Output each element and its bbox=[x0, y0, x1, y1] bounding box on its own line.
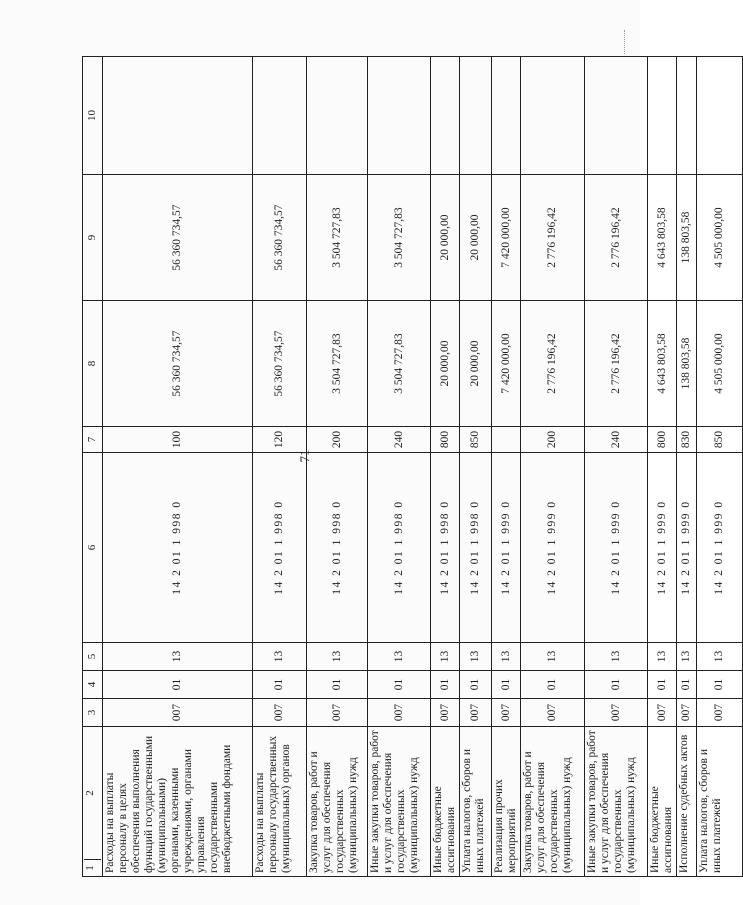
row-expense-type-cell: 120 bbox=[253, 427, 307, 453]
row-code-cell: 007 bbox=[677, 699, 697, 727]
row-amount-cell: 4 505 000,00 bbox=[697, 175, 743, 301]
row-empty-cell bbox=[648, 57, 677, 175]
row-expense-type-cell: 200 bbox=[307, 427, 368, 453]
header-cell: 8 bbox=[83, 301, 103, 427]
row-code-cell: 007 bbox=[585, 699, 648, 727]
row-subsection-cell: 13 bbox=[368, 643, 431, 671]
table-row bbox=[431, 57, 460, 877]
row-name-cell: Уплата налогов, сборов и иных платежей bbox=[460, 727, 492, 877]
row-name-cell: Иные бюджетные ассигнования bbox=[648, 727, 677, 877]
row-amount-cell: 2 776 196,42 bbox=[585, 301, 648, 427]
row-name-cell: Расходы на выплаты персоналу в целях обеспечения выполнения функций государственными (муниципальными) органами, казенными учреждениями, органами управления государственными внебюджетными фондами bbox=[103, 727, 253, 877]
row-amount-cell: 3 504 727,83 bbox=[307, 301, 368, 427]
row-section-cell: 01 bbox=[677, 671, 697, 699]
row-empty-cell bbox=[492, 57, 521, 175]
row-subsection-cell: 13 bbox=[103, 643, 253, 671]
row-subsection-cell: 13 bbox=[307, 643, 368, 671]
row-target-article-cell: 14 2 01 1 998 0 bbox=[460, 453, 492, 643]
row-name-cell: Закупка товаров, работ и услуг для обеспечения государственных (муниципальных) нужд bbox=[307, 727, 368, 877]
scan-mark bbox=[624, 30, 629, 54]
row-amount-cell: 56 360 734,57 bbox=[253, 301, 307, 427]
table-row bbox=[697, 57, 743, 877]
row-amount-cell: 20 000,00 bbox=[460, 175, 492, 301]
row-code-cell: 007 bbox=[460, 699, 492, 727]
row-expense-type-cell bbox=[492, 427, 521, 453]
row-subsection-cell: 13 bbox=[521, 643, 585, 671]
row-target-article-cell: 14 2 01 1 999 0 bbox=[648, 453, 677, 643]
row-name-cell: Уплата налогов, сборов и иных платежей bbox=[697, 727, 743, 877]
row-subsection-cell: 13 bbox=[253, 643, 307, 671]
table-body bbox=[83, 57, 743, 877]
row-code-cell: 007 bbox=[307, 699, 368, 727]
header-cell: 4 bbox=[83, 671, 103, 699]
header-cell: 1 bbox=[84, 859, 101, 876]
row-section-cell: 01 bbox=[368, 671, 431, 699]
row-expense-type-cell: 100 bbox=[103, 427, 253, 453]
row-amount-cell: 4 643 803,58 bbox=[648, 175, 677, 301]
row-amount-cell: 2 776 196,42 bbox=[585, 175, 648, 301]
row-subsection-cell: 13 bbox=[697, 643, 743, 671]
header-cell: 10 bbox=[83, 57, 103, 175]
row-amount-cell: 7 420 000,00 bbox=[492, 301, 521, 427]
row-amount-cell: 138 803,58 bbox=[677, 301, 697, 427]
row-code-cell: 007 bbox=[103, 699, 253, 727]
row-empty-cell bbox=[103, 57, 253, 175]
table-row bbox=[460, 57, 492, 877]
table-row bbox=[585, 57, 648, 877]
row-expense-type-cell: 240 bbox=[585, 427, 648, 453]
row-empty-cell bbox=[368, 57, 431, 175]
row-amount-cell: 3 504 727,83 bbox=[307, 175, 368, 301]
row-subsection-cell: 13 bbox=[585, 643, 648, 671]
row-target-article-cell: 14 2 01 1 998 0 bbox=[253, 453, 307, 643]
row-amount-cell: 4 643 803,58 bbox=[648, 301, 677, 427]
row-amount-cell: 2 776 196,42 bbox=[521, 301, 585, 427]
row-code-cell: 007 bbox=[648, 699, 677, 727]
row-section-cell: 01 bbox=[431, 671, 460, 699]
row-section-cell: 01 bbox=[460, 671, 492, 699]
row-code-cell: 007 bbox=[492, 699, 521, 727]
row-name-cell: Расходы на выплаты персоналу государственных (муниципальных) органов bbox=[253, 727, 307, 877]
row-amount-cell: 7 420 000,00 bbox=[492, 175, 521, 301]
row-target-article-cell: 14 2 01 1 999 0 bbox=[677, 453, 697, 643]
row-empty-cell bbox=[521, 57, 585, 175]
row-expense-type-cell: 830 bbox=[677, 427, 697, 453]
row-code-cell: 007 bbox=[521, 699, 585, 727]
row-code-cell: 007 bbox=[253, 699, 307, 727]
row-amount-cell: 2 776 196,42 bbox=[521, 175, 585, 301]
row-section-cell: 01 bbox=[585, 671, 648, 699]
row-name-cell: Реализация прочих мероприятий bbox=[492, 727, 521, 877]
row-subsection-cell: 13 bbox=[677, 643, 697, 671]
header-cell: 9 bbox=[83, 175, 103, 301]
budget-table bbox=[82, 56, 743, 877]
row-amount-cell: 3 504 727,83 bbox=[368, 301, 431, 427]
row-target-article-cell: 14 2 01 1 999 0 bbox=[492, 453, 521, 643]
row-amount-cell: 20 000,00 bbox=[431, 175, 460, 301]
header-cell: 3 bbox=[83, 699, 103, 727]
row-subsection-cell: 13 bbox=[460, 643, 492, 671]
row-name-cell: Закупка товаров, работ и услуг для обеспечения государственных (муниципальных) нужд bbox=[521, 727, 585, 877]
row-target-article-cell: 14 2 01 1 999 0 bbox=[697, 453, 743, 643]
table-row bbox=[492, 57, 521, 877]
row-target-article-cell: 14 2 01 1 998 0 bbox=[307, 453, 368, 643]
row-name-cell: Исполнение судебных актов bbox=[677, 727, 697, 877]
row-target-article-cell: 14 2 01 1 999 0 bbox=[585, 453, 648, 643]
row-expense-type-cell: 800 bbox=[648, 427, 677, 453]
row-amount-cell: 56 360 734,57 bbox=[103, 175, 253, 301]
row-section-cell: 01 bbox=[697, 671, 743, 699]
row-subsection-cell: 13 bbox=[648, 643, 677, 671]
row-section-cell: 01 bbox=[253, 671, 307, 699]
row-name-cell: Иные бюджетные ассигнования bbox=[431, 727, 460, 877]
row-empty-cell bbox=[677, 57, 697, 175]
row-amount-cell: 20 000,00 bbox=[431, 301, 460, 427]
row-section-cell: 01 bbox=[307, 671, 368, 699]
table-row bbox=[677, 57, 697, 877]
row-expense-type-cell: 800 bbox=[431, 427, 460, 453]
header-row bbox=[83, 57, 103, 877]
row-empty-cell bbox=[585, 57, 648, 175]
row-section-cell: 01 bbox=[103, 671, 253, 699]
row-name-cell: Иные закупки товаров, работ и услуг для обеспечения государственных (муниципальных) нужд bbox=[368, 727, 431, 877]
table-row bbox=[521, 57, 585, 877]
row-code-cell: 007 bbox=[368, 699, 431, 727]
row-target-article-cell: 14 2 01 1 998 0 bbox=[431, 453, 460, 643]
row-expense-type-cell: 240 bbox=[368, 427, 431, 453]
row-amount-cell: 56 360 734,57 bbox=[253, 175, 307, 301]
row-empty-cell bbox=[697, 57, 743, 175]
row-empty-cell bbox=[460, 57, 492, 175]
row-target-article-cell: 14 2 01 1 999 0 bbox=[521, 453, 585, 643]
header-cell: 6 bbox=[83, 453, 103, 643]
table-row bbox=[307, 57, 368, 877]
header-cell: 2 bbox=[84, 790, 96, 796]
row-amount-cell: 20 000,00 bbox=[460, 301, 492, 427]
row-expense-type-cell: 850 bbox=[460, 427, 492, 453]
header-cell: 7 bbox=[83, 427, 103, 453]
row-empty-cell bbox=[253, 57, 307, 175]
table-row bbox=[368, 57, 431, 877]
row-target-article-cell: 14 2 01 1 998 0 bbox=[368, 453, 431, 643]
budget-table-rotated bbox=[82, 57, 725, 877]
row-target-article-cell: 14 2 01 1 998 0 bbox=[103, 453, 253, 643]
header-cell: 5 bbox=[83, 643, 103, 671]
row-section-cell: 01 bbox=[492, 671, 521, 699]
row-section-cell: 01 bbox=[648, 671, 677, 699]
row-expense-type-cell: 200 bbox=[521, 427, 585, 453]
table-row bbox=[253, 57, 307, 877]
row-code-cell: 007 bbox=[697, 699, 743, 727]
row-empty-cell bbox=[431, 57, 460, 175]
row-amount-cell: 56 360 734,57 bbox=[103, 301, 253, 427]
row-subsection-cell: 13 bbox=[492, 643, 521, 671]
table-row bbox=[648, 57, 677, 877]
row-name-cell: Иные закупки товаров, работ и услуг для обеспечения государственных (муниципальных) нужд bbox=[585, 727, 648, 877]
header-col-1-2 bbox=[83, 727, 103, 877]
row-code-cell: 007 bbox=[431, 699, 460, 727]
row-amount-cell: 138 803,58 bbox=[677, 175, 697, 301]
row-section-cell: 01 bbox=[521, 671, 585, 699]
row-empty-cell bbox=[307, 57, 368, 175]
table-row bbox=[103, 57, 253, 877]
row-amount-cell: 3 504 727,83 bbox=[368, 175, 431, 301]
row-expense-type-cell: 850 bbox=[697, 427, 743, 453]
row-amount-cell: 4 505 000,00 bbox=[697, 301, 743, 427]
row-subsection-cell: 13 bbox=[431, 643, 460, 671]
page-number: 71 bbox=[297, 449, 312, 463]
